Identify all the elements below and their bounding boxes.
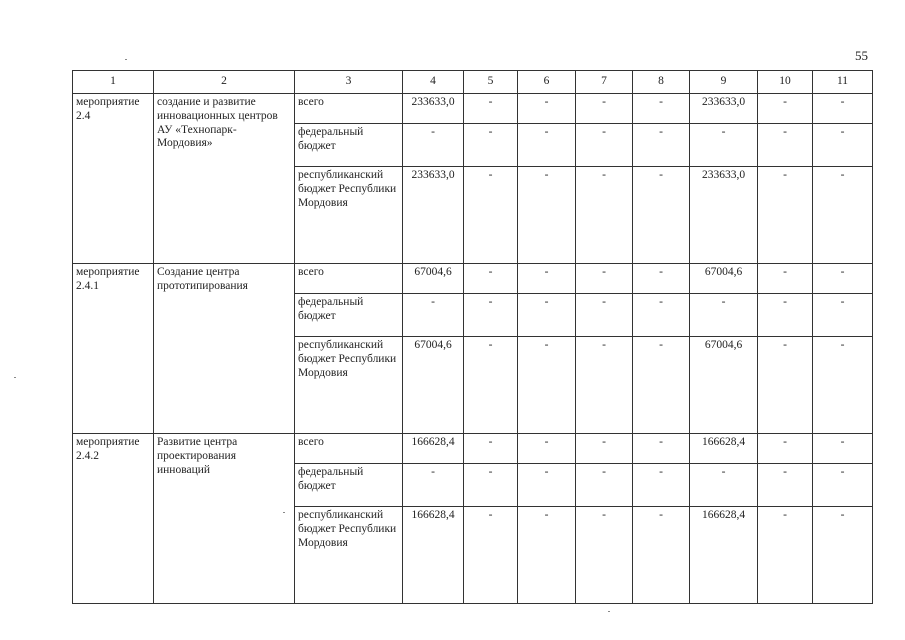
value-cell: 233633,0	[403, 167, 464, 264]
value-cell: 166628,4	[403, 434, 464, 464]
value-cell: -	[813, 434, 873, 464]
value-cell: -	[633, 464, 690, 507]
column-number: 1	[73, 71, 154, 94]
funding-source-cell: всего	[295, 264, 403, 294]
value-cell: -	[403, 124, 464, 167]
value-cell: -	[403, 464, 464, 507]
value-cell: -	[813, 264, 873, 294]
value-cell: -	[464, 337, 518, 434]
value-cell: -	[813, 294, 873, 337]
value-cell: -	[633, 507, 690, 604]
column-number: 5	[464, 71, 518, 94]
funding-source-cell: федеральный бюджет	[295, 294, 403, 337]
value-cell: -	[464, 434, 518, 464]
column-number: 11	[813, 71, 873, 94]
funding-source-cell: республиканский бюджет Республики Мордовия	[295, 167, 403, 264]
column-number: 7	[576, 71, 633, 94]
value-cell: 166628,4	[403, 507, 464, 604]
value-cell: -	[464, 464, 518, 507]
value-cell: -	[690, 124, 758, 167]
funding-source-cell: федеральный бюджет	[295, 124, 403, 167]
measure-cell: мероприятие 2.4.1	[73, 264, 154, 434]
value-cell: -	[464, 507, 518, 604]
value-cell: -	[464, 124, 518, 167]
value-cell: -	[576, 294, 633, 337]
description-cell: Развитие центра проектирования инноваций	[154, 434, 295, 604]
value-cell: -	[813, 124, 873, 167]
value-cell: -	[633, 434, 690, 464]
value-cell: -	[464, 167, 518, 264]
value-cell: -	[518, 264, 576, 294]
description-cell: создание и развитие инновационных центров АУ «Технопарк-Мордовия»	[154, 94, 295, 264]
value-cell: -	[518, 167, 576, 264]
value-cell: -	[576, 434, 633, 464]
value-cell: -	[576, 94, 633, 124]
funding-source-cell: федеральный бюджет	[295, 464, 403, 507]
value-cell: -	[690, 294, 758, 337]
value-cell: -	[576, 124, 633, 167]
value-cell: -	[758, 264, 813, 294]
measure-cell: мероприятие 2.4.2	[73, 434, 154, 604]
value-cell: -	[758, 124, 813, 167]
value-cell: -	[813, 464, 873, 507]
measure-cell: мероприятие 2.4	[73, 94, 154, 264]
value-cell: 233633,0	[403, 94, 464, 124]
table-row	[73, 94, 873, 124]
value-cell: -	[576, 464, 633, 507]
value-cell: -	[633, 124, 690, 167]
value-cell: 233633,0	[690, 94, 758, 124]
scan-speck	[608, 611, 610, 612]
column-number: 4	[403, 71, 464, 94]
value-cell: -	[758, 434, 813, 464]
funding-source-cell: всего	[295, 94, 403, 124]
value-cell: 166628,4	[690, 507, 758, 604]
value-cell: -	[758, 167, 813, 264]
value-cell: -	[633, 167, 690, 264]
funding-source-cell: всего	[295, 434, 403, 464]
value-cell: -	[464, 294, 518, 337]
value-cell: -	[813, 337, 873, 434]
value-cell: 67004,6	[403, 337, 464, 434]
value-cell: -	[403, 294, 464, 337]
value-cell: -	[758, 337, 813, 434]
value-cell: -	[690, 464, 758, 507]
value-cell: -	[576, 337, 633, 434]
table-row	[73, 434, 873, 464]
value-cell: -	[633, 94, 690, 124]
table-row	[73, 264, 873, 294]
value-cell: -	[758, 94, 813, 124]
value-cell: -	[464, 264, 518, 294]
column-number: 10	[758, 71, 813, 94]
value-cell: -	[576, 167, 633, 264]
column-number: 6	[518, 71, 576, 94]
value-cell: -	[633, 294, 690, 337]
value-cell: -	[758, 294, 813, 337]
value-cell: 233633,0	[690, 167, 758, 264]
scan-speck	[14, 377, 16, 378]
value-cell: -	[813, 94, 873, 124]
value-cell: -	[813, 167, 873, 264]
value-cell: 67004,6	[690, 264, 758, 294]
value-cell: -	[518, 294, 576, 337]
page-number: 55	[855, 48, 868, 63]
value-cell: -	[633, 337, 690, 434]
column-number: 2	[154, 71, 295, 94]
column-number: 3	[295, 71, 403, 94]
value-cell: -	[518, 124, 576, 167]
value-cell: 67004,6	[403, 264, 464, 294]
description-cell: Создание центра прототипирования	[154, 264, 295, 434]
value-cell: -	[758, 507, 813, 604]
value-cell: -	[518, 507, 576, 604]
value-cell: -	[633, 264, 690, 294]
budget-table	[72, 70, 873, 604]
value-cell: -	[758, 464, 813, 507]
value-cell: -	[576, 507, 633, 604]
column-number: 8	[633, 71, 690, 94]
funding-source-cell: республиканский бюджет Республики Мордовия	[295, 337, 403, 434]
value-cell: -	[518, 434, 576, 464]
scan-speck	[283, 512, 285, 513]
scan-speck	[125, 59, 127, 60]
value-cell: -	[518, 337, 576, 434]
value-cell: -	[464, 94, 518, 124]
funding-source-cell: республиканский бюджет Республики Мордовия	[295, 507, 403, 604]
value-cell: -	[813, 507, 873, 604]
value-cell: 166628,4	[690, 434, 758, 464]
column-number: 9	[690, 71, 758, 94]
value-cell: -	[518, 94, 576, 124]
value-cell: 67004,6	[690, 337, 758, 434]
value-cell: -	[576, 264, 633, 294]
column-number-row	[73, 71, 873, 94]
value-cell: -	[518, 464, 576, 507]
